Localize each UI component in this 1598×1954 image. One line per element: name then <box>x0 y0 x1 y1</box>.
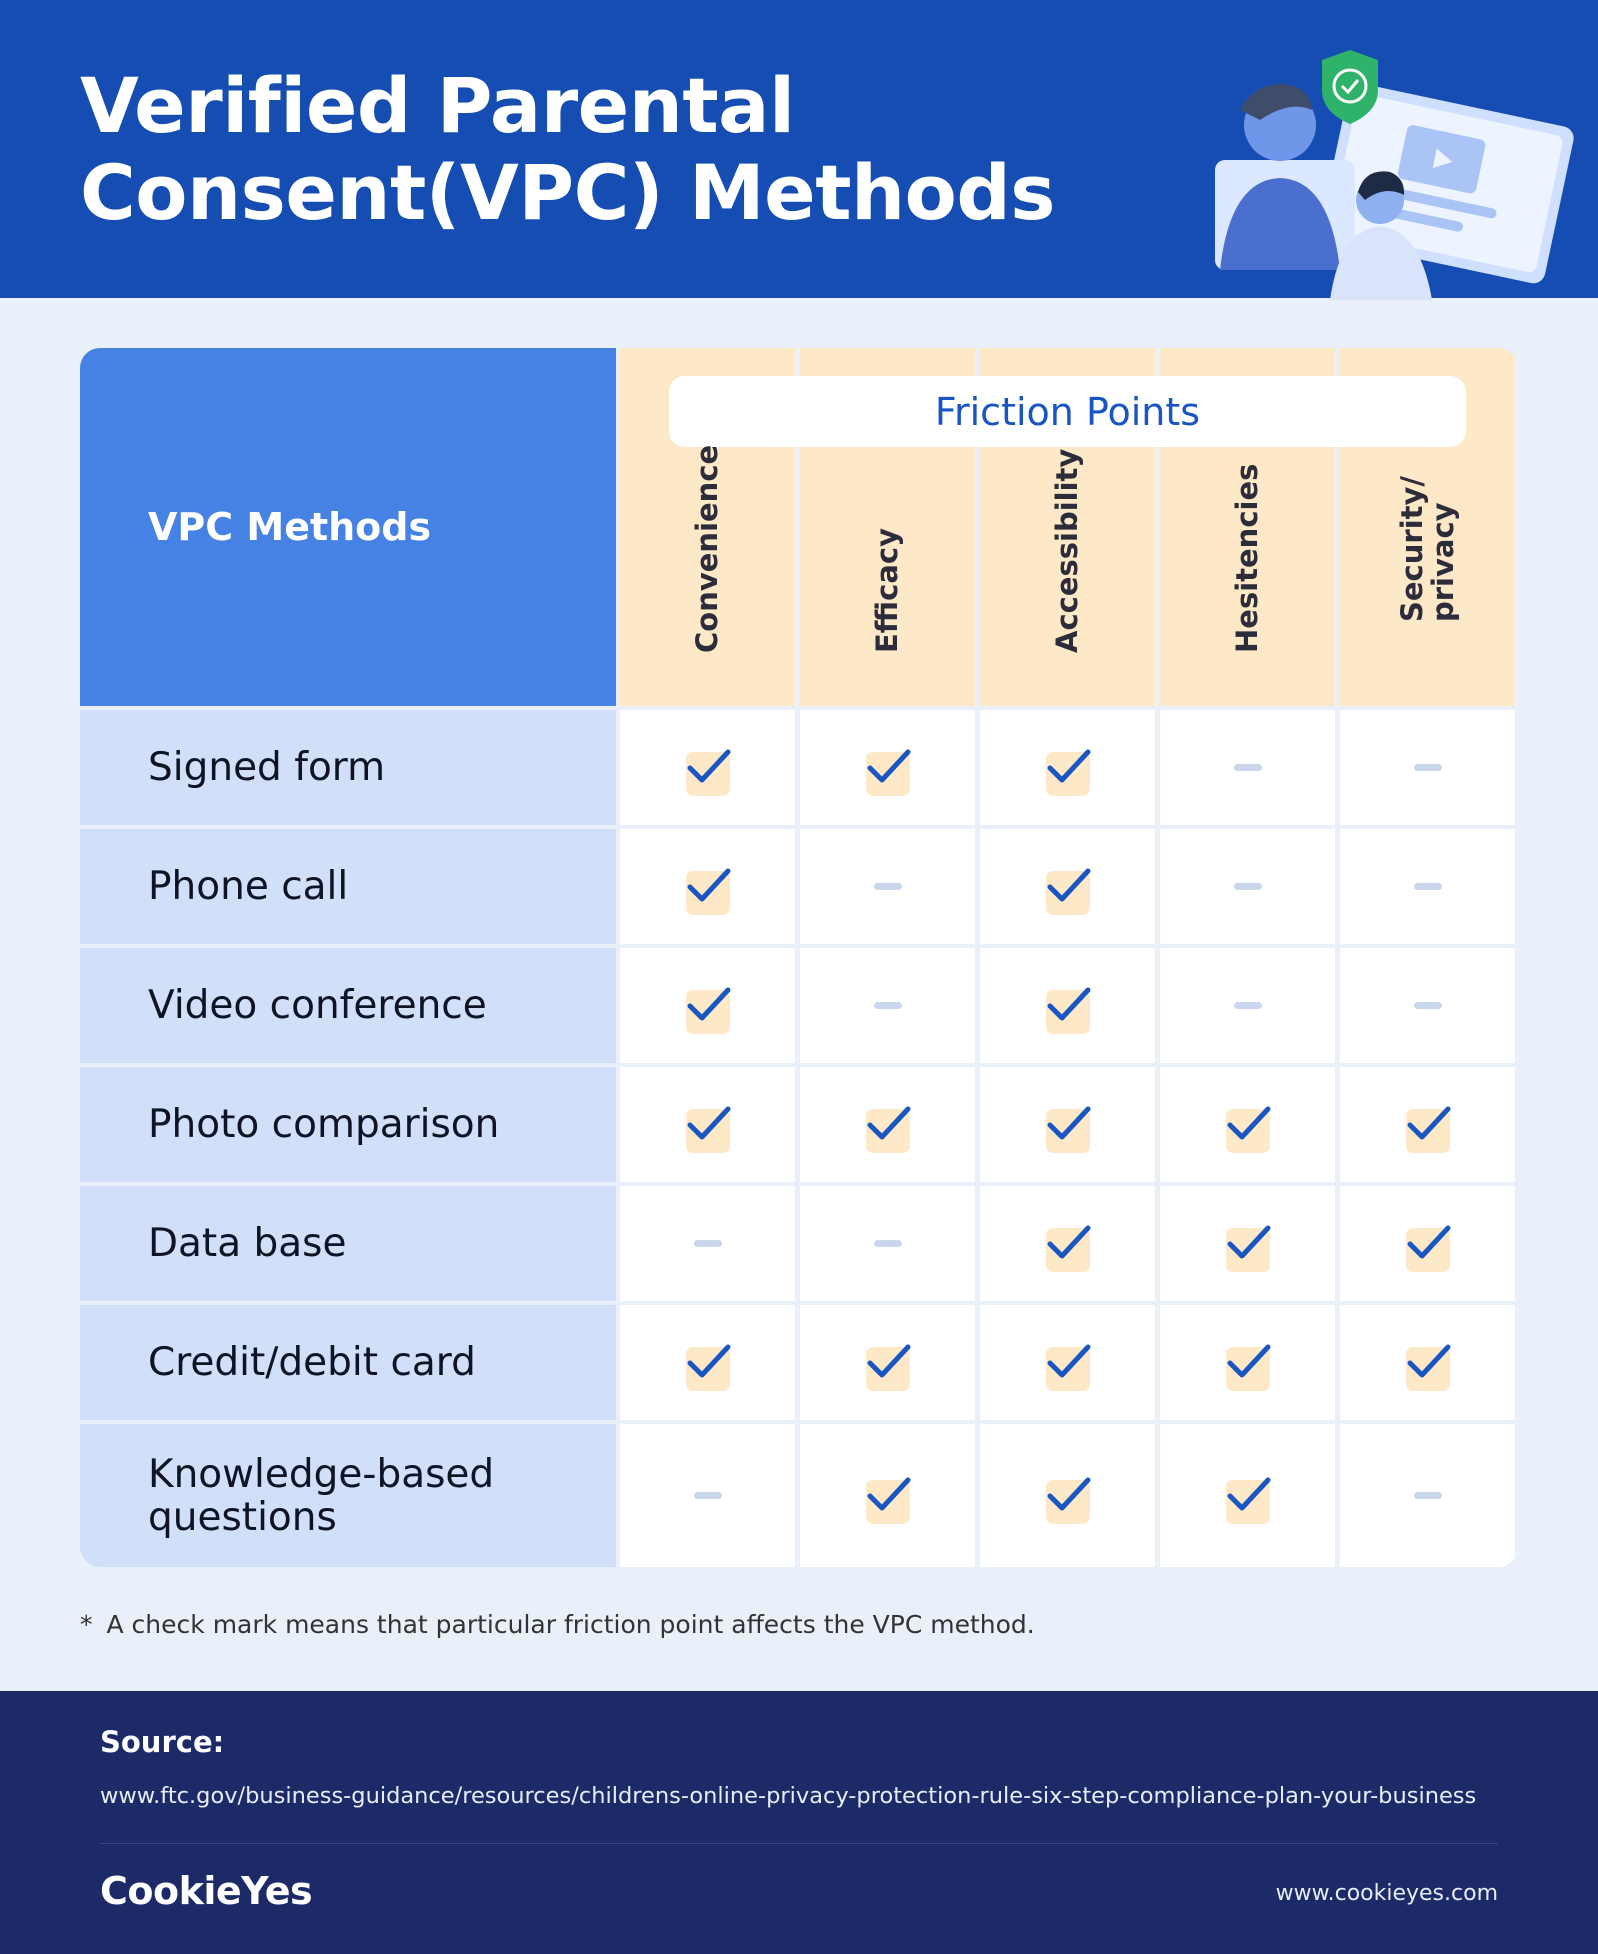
table-cell <box>1340 1305 1515 1420</box>
check-icon <box>858 1097 918 1153</box>
check-icon <box>678 859 738 915</box>
source-label: Source: <box>100 1725 225 1759</box>
dash-icon <box>1414 883 1442 890</box>
vpc-method-row-label <box>80 1067 616 1182</box>
table-cell <box>620 1424 795 1567</box>
check-icon <box>1218 1468 1278 1524</box>
check-icon <box>1038 1097 1098 1153</box>
table-cell <box>1340 1067 1515 1182</box>
footer-divider <box>100 1843 1498 1844</box>
vpc-method-name <box>148 1103 499 1146</box>
table-cell <box>620 1305 795 1420</box>
friction-column-label-line1: Convenience <box>690 444 724 653</box>
friction-column-label-wrap <box>980 448 1155 684</box>
table-cell <box>980 710 1155 825</box>
dash-icon <box>874 1240 902 1247</box>
friction-column-label-line1: Hesitencies <box>1230 463 1264 653</box>
footnote <box>80 1610 1035 1639</box>
check-icon <box>678 1335 738 1391</box>
table-cell <box>1160 1424 1335 1567</box>
check-icon <box>858 1468 918 1524</box>
dash-icon <box>1414 1002 1442 1009</box>
vpc-method-name <box>148 865 348 908</box>
table-cell <box>1340 829 1515 944</box>
table-cell <box>980 1305 1155 1420</box>
check-icon <box>1218 1335 1278 1391</box>
table-cell <box>980 948 1155 1063</box>
friction-column-label <box>1394 476 1460 622</box>
vpc-method-row-label <box>80 1186 616 1301</box>
friction-column-label-wrap <box>620 444 795 684</box>
check-icon <box>1038 978 1098 1034</box>
table-cell <box>1160 1067 1335 1182</box>
check-icon <box>1038 859 1098 915</box>
check-icon <box>678 1097 738 1153</box>
table-cell <box>980 1186 1155 1301</box>
source-url-link[interactable]: www.ftc.gov/business-guidance/resources/childrens-online-privacy-protection-rule-six-step-compliance-plan-your-business <box>100 1783 1477 1809</box>
page-title <box>80 62 1055 236</box>
friction-column-label <box>1052 449 1083 653</box>
table-cell <box>1340 948 1515 1063</box>
cookieyes-logo: CookieYes <box>100 1869 313 1913</box>
vpc-method-name-line1: Signed form <box>148 745 386 790</box>
table-cell <box>800 1305 975 1420</box>
table-cell <box>1340 1186 1515 1301</box>
check-icon <box>1038 1468 1098 1524</box>
table-cell <box>620 1186 795 1301</box>
vpc-method-row-label <box>80 829 616 944</box>
table-cell <box>800 1186 975 1301</box>
friction-column-label-wrap <box>1340 454 1515 684</box>
friction-column-label <box>1232 464 1263 653</box>
check-icon <box>1038 1216 1098 1272</box>
dash-icon <box>1414 1492 1442 1499</box>
parent-child-tablet-shield-illustration <box>1200 40 1590 300</box>
vpc-method-name <box>148 1222 347 1265</box>
header-banner <box>0 0 1598 298</box>
table-cell <box>1340 710 1515 825</box>
check-icon <box>678 740 738 796</box>
friction-column-label <box>872 528 903 653</box>
table-cell <box>980 1424 1155 1567</box>
dash-icon <box>1414 764 1442 771</box>
vpc-methods-label: VPC Methods <box>148 505 432 549</box>
table-cell <box>800 1067 975 1182</box>
dash-icon <box>1234 764 1262 771</box>
dash-icon <box>1234 1002 1262 1009</box>
check-icon <box>858 1335 918 1391</box>
check-icon <box>858 740 918 796</box>
vpc-method-name-line1: Knowledge-based <box>148 1451 495 1497</box>
vpc-method-name-line1: Photo comparison <box>148 1102 500 1147</box>
vpc-methods-header-cell <box>80 348 616 706</box>
check-icon <box>1218 1216 1278 1272</box>
friction-column-label-line1: Accessibility <box>1050 448 1084 653</box>
friction-column-label-line2: privacy <box>1425 502 1460 622</box>
vpc-method-name-line1: Video conference <box>148 983 487 1028</box>
vpc-method-name <box>148 984 487 1027</box>
table-cell <box>800 829 975 944</box>
vpc-table <box>80 348 1518 1567</box>
vpc-method-row-label <box>80 1305 616 1420</box>
footer <box>0 1691 1598 1954</box>
vpc-method-name-line1: Credit/debit card <box>148 1340 476 1385</box>
dash-icon <box>874 883 902 890</box>
check-icon <box>1038 1335 1098 1391</box>
vpc-method-row-label <box>80 1424 616 1567</box>
vpc-method-name <box>148 1453 494 1539</box>
table-cell <box>1160 710 1335 825</box>
dash-icon <box>874 1002 902 1009</box>
friction-column-label-line1: Security/ <box>1394 476 1429 622</box>
friction-column-label <box>692 445 723 653</box>
table-cell <box>980 829 1155 944</box>
friction-column-label-wrap <box>1160 454 1335 684</box>
vpc-method-name-line1: Phone call <box>148 864 349 909</box>
check-icon <box>678 978 738 1034</box>
title-line-2: Consent(VPC) Methods <box>80 148 1055 237</box>
table-cell <box>1160 1186 1335 1301</box>
table-cell <box>1160 948 1335 1063</box>
table-cell <box>1160 1305 1335 1420</box>
table-cell <box>1160 829 1335 944</box>
title-line-1: Verified Parental <box>80 61 795 150</box>
vpc-method-name-line2: questions <box>148 1494 337 1540</box>
check-icon <box>1398 1216 1458 1272</box>
footnote-asterisk: * <box>80 1610 93 1639</box>
vpc-method-row-label <box>80 948 616 1063</box>
friction-column-label-wrap <box>800 454 975 684</box>
table-cell <box>800 1424 975 1567</box>
table-cell <box>1340 1424 1515 1567</box>
vpc-method-row-label <box>80 710 616 825</box>
website-link[interactable]: www.cookieyes.com <box>1275 1881 1498 1906</box>
vpc-method-name <box>148 746 385 789</box>
table-cell <box>800 948 975 1063</box>
vpc-method-name <box>148 1341 476 1384</box>
check-icon <box>1398 1097 1458 1153</box>
dash-icon <box>694 1492 722 1499</box>
vpc-method-name-line1: Data base <box>148 1221 347 1266</box>
check-icon <box>1398 1335 1458 1391</box>
footnote-text: A check mark means that particular friction point affects the VPC method. <box>106 1610 1035 1639</box>
table-cell <box>620 1067 795 1182</box>
friction-points-banner: Friction Points <box>669 376 1466 447</box>
table-cell <box>620 829 795 944</box>
friction-column-label-line1: Efficacy <box>870 527 904 653</box>
check-icon <box>1218 1097 1278 1153</box>
table-cell <box>620 948 795 1063</box>
table-cell <box>800 710 975 825</box>
table-cell <box>980 1067 1155 1182</box>
dash-icon <box>694 1240 722 1247</box>
table-cell <box>620 710 795 825</box>
dash-icon <box>1234 883 1262 890</box>
check-icon <box>1038 740 1098 796</box>
